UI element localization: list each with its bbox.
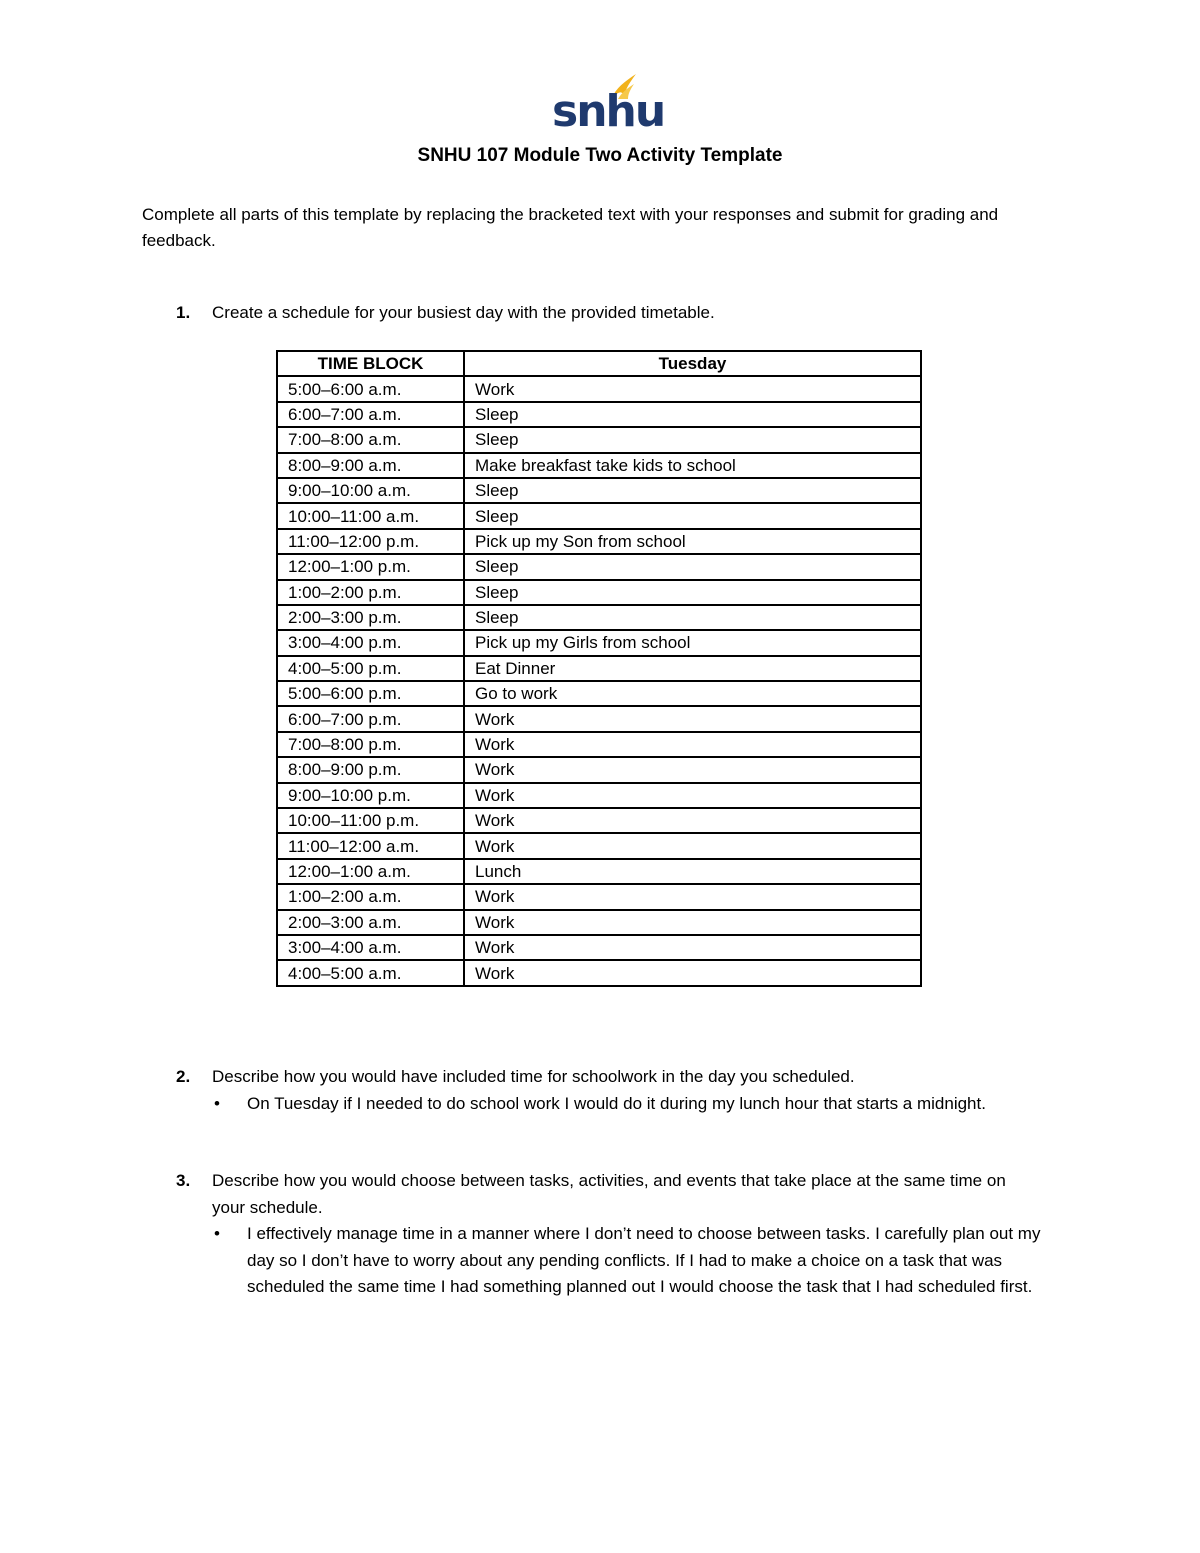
answer-bullet [214, 1091, 1042, 1118]
question-2 [142, 1064, 1042, 1117]
time-block-cell: 8:00–9:00 p.m. [277, 757, 464, 782]
activity-cell: Sleep [464, 427, 921, 452]
time-block-cell: 11:00–12:00 p.m. [277, 529, 464, 554]
time-block-cell: 9:00–10:00 a.m. [277, 478, 464, 503]
activity-cell: Pick up my Son from school [464, 529, 921, 554]
table-row [277, 503, 921, 528]
time-block-cell: 2:00–3:00 p.m. [277, 605, 464, 630]
time-block-cell: 6:00–7:00 p.m. [277, 706, 464, 731]
activity-cell: Sleep [464, 402, 921, 427]
question-number: 1. [176, 303, 191, 322]
activity-cell: Go to work [464, 681, 921, 706]
time-block-cell: 1:00–2:00 p.m. [277, 580, 464, 605]
time-block-cell: 9:00–10:00 p.m. [277, 783, 464, 808]
question-text: Describe how you would have included time for schoolwork in the day you scheduled. [212, 1067, 855, 1086]
activity-cell: Work [464, 884, 921, 909]
activity-cell: Sleep [464, 503, 921, 528]
question-3 [142, 1168, 1042, 1301]
activity-cell: Work [464, 833, 921, 858]
table-row [277, 960, 921, 985]
table-row [277, 935, 921, 960]
logo-wordmark: snhu [552, 86, 665, 137]
activity-cell: Sleep [464, 478, 921, 503]
answer-text: I effectively manage time in a manner where I don’t need to choose between tasks. I carefully plan out my day so I don’t have to worry about any pending conflicts. If I had to make a choice on a task that was scheduled the same time I had something planned out I would choose the task that I had scheduled first. [247, 1224, 1041, 1296]
table-row [277, 453, 921, 478]
table-row [277, 402, 921, 427]
table-row [277, 529, 921, 554]
schedule-table [276, 350, 922, 987]
time-block-cell: 10:00–11:00 a.m. [277, 503, 464, 528]
activity-cell: Sleep [464, 605, 921, 630]
activity-cell: Sleep [464, 580, 921, 605]
time-block-cell: 7:00–8:00 p.m. [277, 732, 464, 757]
activity-cell: Sleep [464, 554, 921, 579]
question-number: 2. [176, 1067, 191, 1086]
table-row [277, 757, 921, 782]
activity-cell: Work [464, 376, 921, 401]
table-row [277, 833, 921, 858]
table-row [277, 478, 921, 503]
time-block-cell: 6:00–7:00 a.m. [277, 402, 464, 427]
time-block-cell: 4:00–5:00 p.m. [277, 656, 464, 681]
activity-cell: Work [464, 732, 921, 757]
column-header-day: Tuesday [464, 351, 921, 376]
activity-cell: Lunch [464, 859, 921, 884]
column-header-time-block: TIME BLOCK [277, 351, 464, 376]
table-row [277, 605, 921, 630]
activity-cell: Work [464, 757, 921, 782]
table-row [277, 706, 921, 731]
time-block-cell: 3:00–4:00 a.m. [277, 935, 464, 960]
activity-cell: Work [464, 960, 921, 985]
time-block-cell: 12:00–1:00 a.m. [277, 859, 464, 884]
activity-cell: Make breakfast take kids to school [464, 453, 921, 478]
bullet-icon: • [214, 1093, 220, 1113]
activity-cell: Work [464, 808, 921, 833]
activity-cell: Work [464, 783, 921, 808]
table-row [277, 580, 921, 605]
time-block-cell: 11:00–12:00 a.m. [277, 833, 464, 858]
table-row [277, 884, 921, 909]
table-row [277, 910, 921, 935]
snhu-logo [552, 72, 665, 137]
activity-cell: Work [464, 910, 921, 935]
table-row [277, 630, 921, 655]
table-row [277, 681, 921, 706]
table-row [277, 732, 921, 757]
table-header-row [277, 351, 921, 376]
table-row [277, 656, 921, 681]
time-block-cell: 2:00–3:00 a.m. [277, 910, 464, 935]
table-row [277, 376, 921, 401]
time-block-cell: 7:00–8:00 a.m. [277, 427, 464, 452]
table-row [277, 427, 921, 452]
table-row [277, 783, 921, 808]
time-block-cell: 5:00–6:00 a.m. [277, 376, 464, 401]
question-text: Create a schedule for your busiest day with the provided timetable. [212, 303, 715, 322]
activity-cell: Eat Dinner [464, 656, 921, 681]
page-title: SNHU 107 Module Two Activity Template [417, 145, 783, 166]
time-block-cell: 12:00–1:00 p.m. [277, 554, 464, 579]
time-block-cell: 5:00–6:00 p.m. [277, 681, 464, 706]
table-row [277, 808, 921, 833]
time-block-cell: 8:00–9:00 a.m. [277, 453, 464, 478]
time-block-cell: 4:00–5:00 a.m. [277, 960, 464, 985]
time-block-cell: 10:00–11:00 p.m. [277, 808, 464, 833]
question-number: 3. [176, 1171, 191, 1190]
question-text: Describe how you would choose between tasks, activities, and events that take place at the same time on your schedule. [212, 1171, 1006, 1217]
answer-text: On Tuesday if I needed to do school work I would do it during my lunch hour that starts a midnight. [247, 1093, 986, 1113]
activity-cell: Work [464, 935, 921, 960]
instructions-paragraph: Complete all parts of this template by replacing the bracketed text with your responses and submit for grading and feedback. [142, 205, 999, 250]
question-1 [142, 300, 1042, 327]
table-row [277, 859, 921, 884]
answer-bullet [214, 1221, 1042, 1301]
bullet-icon: • [214, 1224, 220, 1243]
time-block-cell: 3:00–4:00 p.m. [277, 630, 464, 655]
activity-cell: Work [464, 706, 921, 731]
activity-cell: Pick up my Girls from school [464, 630, 921, 655]
table-row [277, 554, 921, 579]
time-block-cell: 1:00–2:00 a.m. [277, 884, 464, 909]
